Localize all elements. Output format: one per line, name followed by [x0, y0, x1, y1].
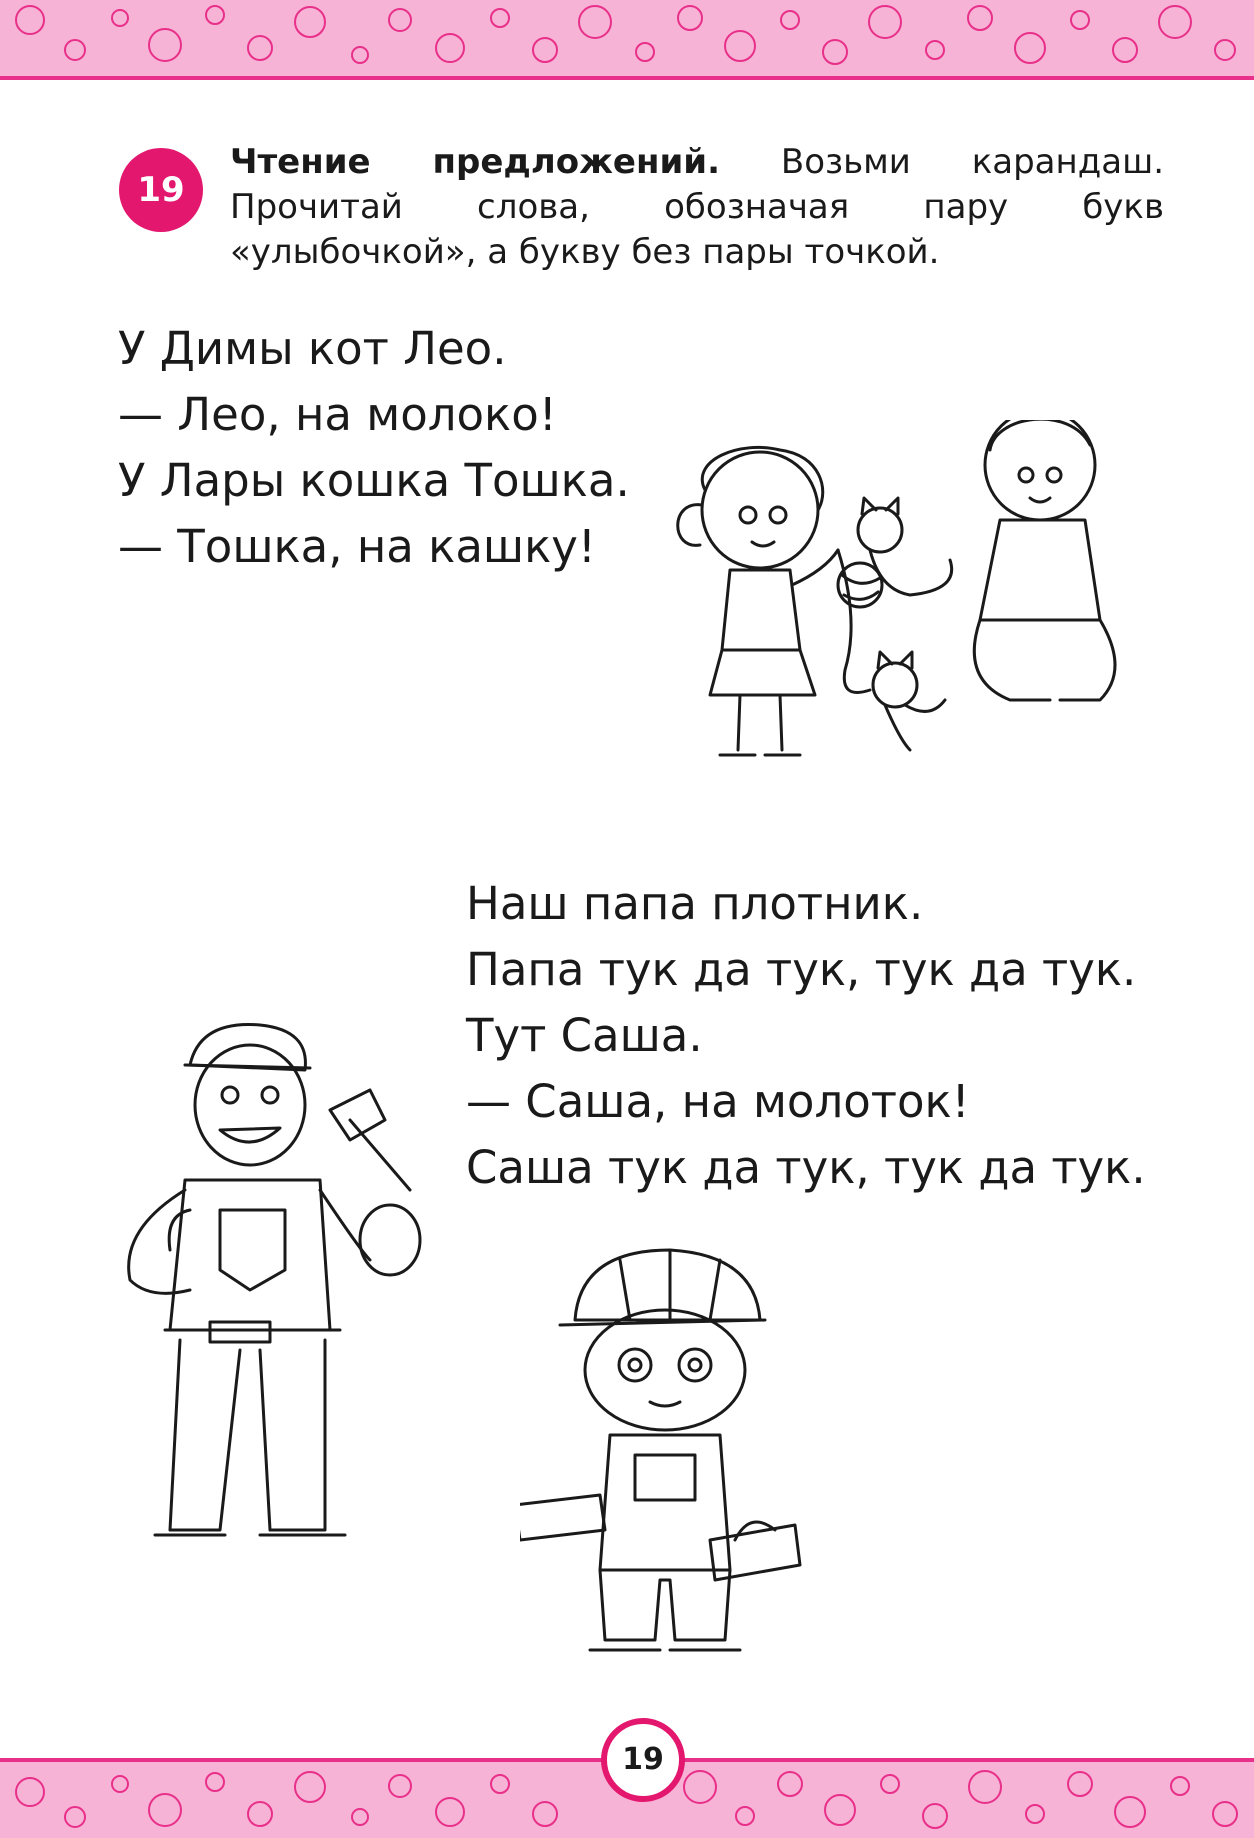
- carpenter-illustration: [110, 1010, 450, 1570]
- boy-with-toolbox-illustration: [520, 1240, 820, 1680]
- text-line: У Димы кот Лео.: [118, 322, 507, 375]
- text-line: Саша тук да тук, тук да тук.: [466, 1141, 1146, 1194]
- text-line: Тут Саша.: [466, 1009, 703, 1062]
- task-title: Чтение предложений.: [230, 142, 721, 182]
- task-number-badge: 19: [119, 148, 203, 232]
- task-text: Возьми карандаш. Прочитай слова, обозначая пару букв «улыбочкой», а букву без пары точкой.: [230, 142, 1164, 272]
- text-line: У Лары кошка Тошка.: [118, 454, 630, 507]
- text-line: Папа тук да тук, тук да тук.: [466, 943, 1137, 996]
- text-line: — Тошка, на кашку!: [118, 520, 596, 573]
- text-line: — Лео, на молоко!: [118, 388, 557, 441]
- text-line: — Саша, на молоток!: [466, 1075, 970, 1128]
- kids-with-kittens-illustration: [630, 420, 1190, 790]
- reading-text-2: [466, 871, 1146, 1201]
- reading-text-1: [118, 316, 630, 580]
- task-instruction: [230, 140, 1164, 275]
- top-decorative-band: [0, 0, 1254, 80]
- page-number: 19: [601, 1718, 685, 1802]
- text-line: Наш папа плотник.: [466, 877, 924, 930]
